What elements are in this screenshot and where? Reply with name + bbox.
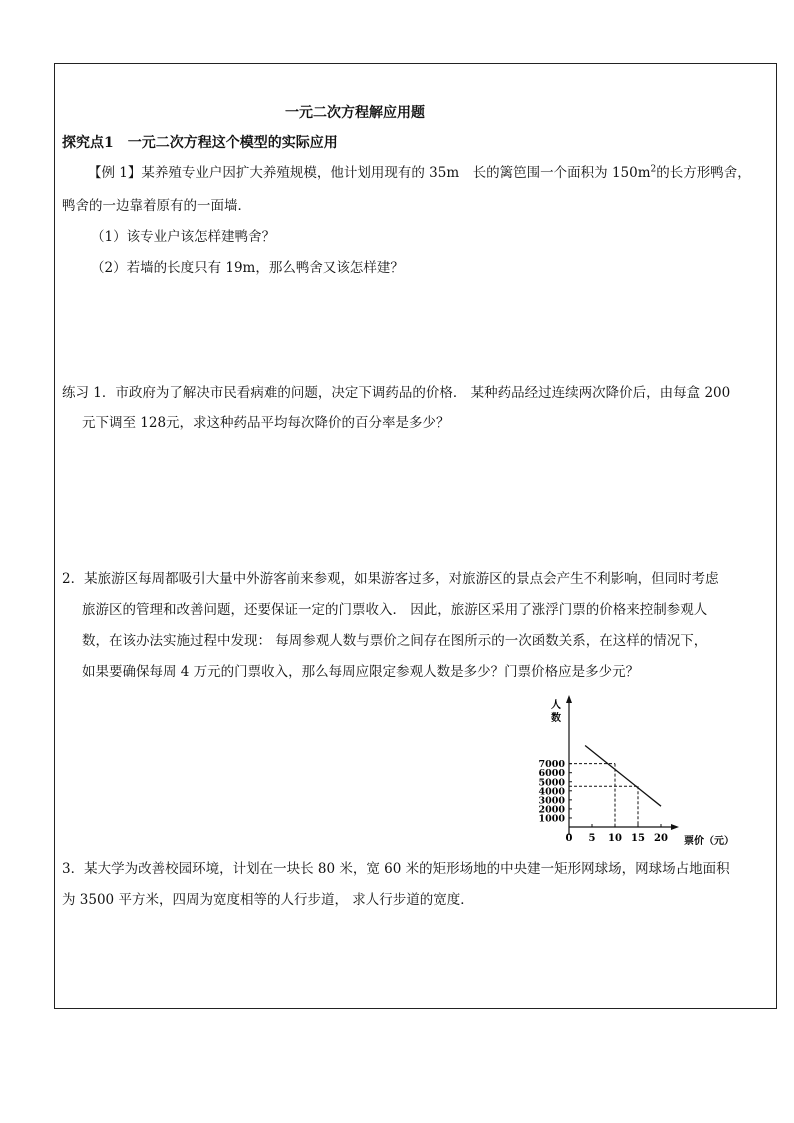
y-tick-label-4000: 4000 bbox=[538, 786, 565, 798]
x-tick-label-10: 10 bbox=[608, 833, 622, 844]
y-tick-label-1000: 1000 bbox=[538, 813, 565, 825]
practice-1-line-2: 元下调至 128元，求这种药品平均每次降价的百分率是多少？ bbox=[82, 415, 450, 431]
y-tick-label-5000: 5000 bbox=[538, 777, 565, 789]
practice-1-line-1: 练习 1．市政府为了解决市民看病难的问题，决定下调药品的价格． 某种药品经过连续两次降价后，由每盒 200 bbox=[62, 385, 731, 401]
problem-3-line-1: 3．某大学为改善校园环境，计划在一块长 80 米，宽 60 米的矩形场地的中央建一矩形网球场，网球场占地面积 bbox=[62, 861, 730, 877]
doc-title: 一元二次方程解应用题 bbox=[285, 105, 425, 121]
problem-3-line-2: 为 3500 平方米，四周为宽度相等的人行步道， 求人行步道的宽度． bbox=[62, 892, 474, 908]
y-axis-label-2: 数 bbox=[551, 713, 561, 724]
problem-2-line-2: 旅游区的管理和改善问题，还要保证一定的门票收入． 因此，旅游区采用了涨浮门票的价格来控制参观人 bbox=[82, 602, 708, 618]
example-question-2: （2）若墙的长度只有 19m，那么鸭舍又该怎样建？ bbox=[91, 260, 404, 276]
y-axis-arrow bbox=[566, 695, 572, 703]
section-heading: 探究点1 一元二次方程这个模型的实际应用 bbox=[62, 135, 338, 151]
y-tick-label-2000: 2000 bbox=[538, 804, 565, 816]
series-line bbox=[585, 746, 661, 807]
y-axis-label-1: 人 bbox=[551, 700, 561, 711]
y-tick-label-3000: 3000 bbox=[538, 795, 565, 807]
problem-2-line-1: 2．某旅游区每周都吸引大量中外游客前来参观，如果游客过多，对旅游区的景点会产生不利影响，但同时考虑 bbox=[62, 571, 719, 587]
problem-2-line-4: 如果要确保每周 4 万元的门票收入，那么每周应限定参观人数是多少？门票价格应是多少元？ bbox=[82, 664, 640, 680]
ticket-price-chart bbox=[528, 692, 778, 852]
x-tick-label-0: 0 bbox=[565, 833, 573, 844]
example-line-1: 【例 1】某养殖专业户因扩大养殖规模，他计划用现有的 35m 长的篱笆围一个面积为 $150m^2$的长方形鸭舍， bbox=[88, 164, 751, 181]
x-axis-label: 票价（元） bbox=[684, 836, 734, 847]
example-line-2: 鸭舍的一边靠着原有的一面墙． bbox=[62, 198, 251, 214]
x-axis-arrow bbox=[671, 824, 679, 830]
problem-2-line-3: 数，在该办法实施过程中发现： 每周参观人数与票价之间存在图所示的一次函数关系，在这样的情况下， bbox=[82, 633, 708, 649]
x-tick-label-15: 15 bbox=[631, 833, 645, 844]
y-tick-label-7000: 7000 bbox=[538, 759, 565, 771]
x-tick-label-5: 5 bbox=[588, 833, 596, 844]
x-tick-label-20: 20 bbox=[654, 833, 668, 844]
example-question-1: （1）该专业户该怎样建鸭舍？ bbox=[91, 229, 276, 245]
y-tick-label-6000: 6000 bbox=[538, 768, 565, 780]
